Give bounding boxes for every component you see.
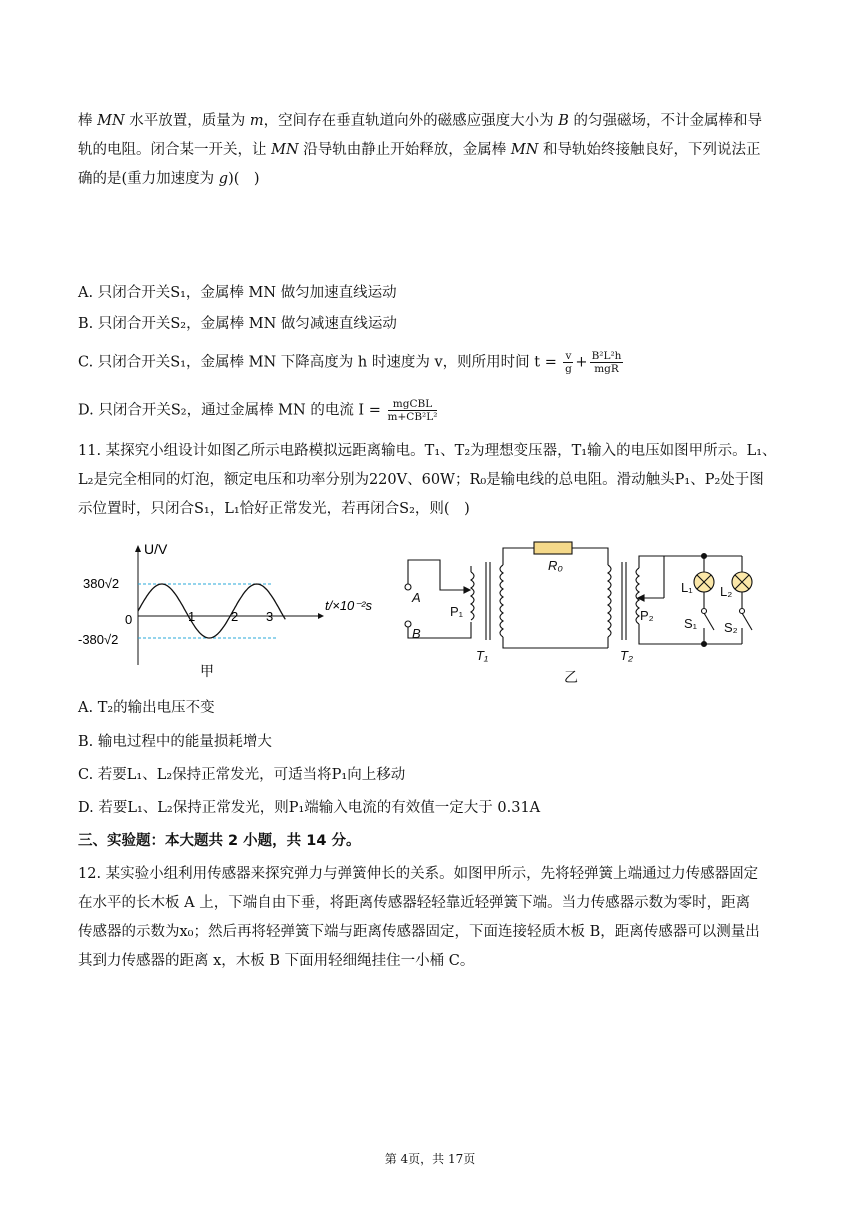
label-s2: S₂ xyxy=(724,620,738,635)
label-b: B xyxy=(412,626,421,641)
q11-option-c: C. 若要L₁、L₂保持正常发光，可适当将P₁向上移动 xyxy=(78,767,406,783)
q10-option-d: D. 只闭合开关S₂，通过金属棒 MN 的电流 I = $\frac{\text{mgCBL}}{\text{m+CB²L²}}$ xyxy=(78,398,438,423)
tick-2: 2 xyxy=(231,609,239,624)
label-r0: R₀ xyxy=(548,558,563,573)
q10-option-b: B. 只闭合开关S₂，金属棒 MN 做匀减速直线运动 xyxy=(78,316,397,332)
q11-option-b: B. 输电过程中的能量损耗增大 xyxy=(78,734,272,750)
q11-stem-line3: 示位置时，只闭合S₁，L₁恰好正常发光，若再闭合S₂，则( ) xyxy=(78,501,470,517)
q11-stem xyxy=(78,437,788,524)
q11-stem-line2: L₂是完全相同的灯泡，额定电压和功率分别为220V、60W；R₀是输电线的总电阻。滑动触头P₁、P₂处于图 xyxy=(78,472,764,488)
switch-s2-pivot xyxy=(740,609,745,614)
y-axis-label: U/V xyxy=(144,541,168,557)
label-l1: L₁ xyxy=(681,580,693,595)
q11-figure xyxy=(78,540,778,690)
t2-primary-coil xyxy=(608,565,611,637)
y-min-label: -380√2 xyxy=(78,632,119,647)
switch-s1-pivot xyxy=(702,609,707,614)
q12-stem-line1: 12. 某实验小组利用传感器来探究弹力与弹簧伸长的关系。如图甲所示，先将轻弹簧上端通过力传感器固定 xyxy=(78,866,759,882)
q12-stem-line3: 传感器的示数为x₀；然后再将轻弹簧下端与距离传感器固定，下面连接轻质木板 B，距离传感器可以测量出 xyxy=(78,924,760,940)
wire-a xyxy=(408,560,440,584)
q10-option-a: A. 只闭合开关S₁，金属棒 MN 做匀加速直线运动 xyxy=(78,285,397,301)
t1-secondary-coil xyxy=(500,565,503,637)
terminal-b xyxy=(405,621,411,627)
q11-option-d: D. 若要L₁、L₂保持正常发光，则P₁端输入电流的有效值一定大于 0.31A xyxy=(78,800,541,816)
line-top-right xyxy=(572,548,608,565)
y-axis-arrow xyxy=(135,545,141,552)
label-s1: S₁ xyxy=(684,616,698,631)
terminal-a xyxy=(405,584,411,590)
output-top-wire xyxy=(639,556,742,568)
circuit-caption: 乙 xyxy=(564,669,578,685)
label-p2: P₂ xyxy=(640,608,654,623)
q10-stem-line2: 轨的电阻。闭合某一开关，让 MN 沿导轨由静止开始释放，金属棒 MN 和导轨始终接触良好，下列说法正 xyxy=(78,142,761,158)
section-heading: 三、实验题：本大题共 2 小题，共 14 分。 xyxy=(78,833,361,849)
graph-caption: 甲 xyxy=(200,663,214,679)
q11-option-a: A. T₂的输出电压不变 xyxy=(78,700,215,716)
t2-secondary-coil xyxy=(636,568,639,624)
x-axis-label: t/×10⁻²s xyxy=(325,598,372,613)
p1-arrow xyxy=(464,587,470,593)
t1-primary-coil xyxy=(471,572,474,620)
q12-stem-line2: 在水平的长木板 A 上，下端自由下垂，将距离传感器轻轻靠近轻弹簧下端。当力传感器示数为零时，距离 xyxy=(78,895,751,911)
resistor-r0 xyxy=(534,542,572,554)
q10-stem-line3: 确的是(重力加速度为 g)( ) xyxy=(78,171,260,187)
x-axis-arrow xyxy=(318,613,324,619)
transmission-circuit xyxy=(405,542,752,648)
tick-3: 3 xyxy=(266,609,274,624)
q10-option-c: C. 只闭合开关S₁，金属棒 MN 下降高度为 h 时速度为 v，则所用时间 t = $\frac{v}{g}$ + $\frac{\text{B²L²h}}{\text{mgR}}$ xyxy=(78,350,622,375)
sine-wave xyxy=(138,584,285,638)
label-t1: T₁ xyxy=(476,648,489,663)
tick-1: 1 xyxy=(188,609,196,624)
q12-stem xyxy=(78,860,788,976)
label-t2: T₂ xyxy=(620,648,633,663)
voltage-graph xyxy=(78,541,372,679)
line-top-left xyxy=(503,548,534,565)
p1-lead xyxy=(440,572,464,590)
q10-stem xyxy=(78,107,788,194)
label-a: A xyxy=(412,590,421,605)
q12-stem-line4: 其到力传感器的距离 x，木板 B 下面用轻细绳挂住一小桶 C。 xyxy=(78,953,475,969)
y-max-label: 380√2 xyxy=(83,576,120,591)
origin-label: 0 xyxy=(125,612,133,627)
q11-stem-line1: 11. 某探究小组设计如图乙所示电路模拟远距离输电。T₁、T₂为理想变压器，T₁输入的电压如图甲所示。L₁、 xyxy=(78,443,777,459)
label-p1: P₁ xyxy=(450,604,464,619)
fraction-b2l2h-over-mgr: $\frac{\text{B²L²h}}{\text{mgR}}$ xyxy=(591,350,622,375)
fraction-v-over-g: $\frac{v}{g}$ xyxy=(565,350,572,375)
switch-s1 xyxy=(704,613,714,630)
line-bottom xyxy=(503,637,608,648)
switch-s2 xyxy=(742,613,752,630)
label-l2: L₂ xyxy=(720,584,733,599)
page-footer: 第 4页，共 17页 xyxy=(384,1152,476,1166)
q10-stem-line1: 棒 MN 水平放置，质量为 m，空间存在垂直轨道向外的磁感应强度大小为 B 的匀强磁场，不计金属棒和导 xyxy=(78,113,762,129)
fraction-current: $\frac{\text{mgCBL}}{\text{m+CB²L²}}$ xyxy=(387,398,438,423)
